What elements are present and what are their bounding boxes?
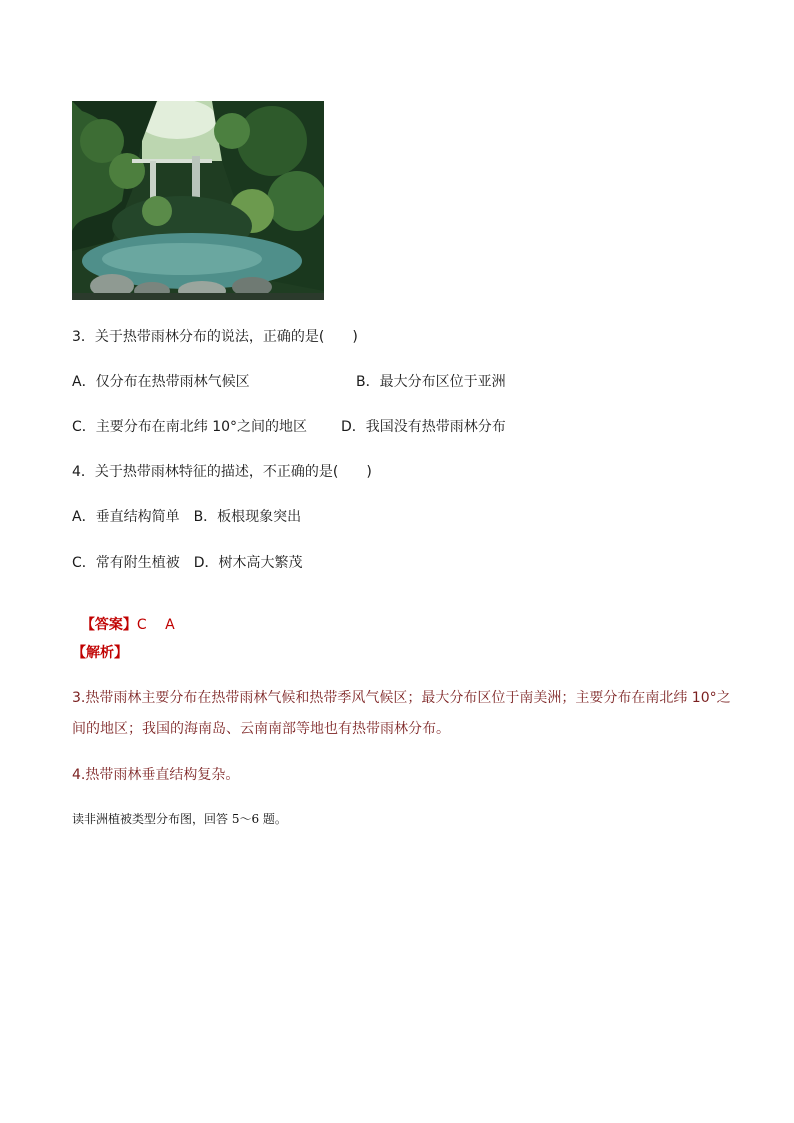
question-4-options-ab: A．垂直结构简单 B．板根现象突出 [72,509,302,525]
question-3-option-c: C．主要分布在南北纬 10°之间的地区 [72,419,308,435]
analysis-label: 【解析】 [72,645,128,661]
question-3-option-d: D．我国没有热带雨林分布 [341,419,506,435]
rainforest-image [72,101,324,300]
analysis-q3-line1: 3.热带雨林主要分布在热带雨林气候和热带季风气候区；最大分布区位于南美洲；主要分布在南北纬 10°之 [72,690,731,706]
answer-text: C A [136,617,175,633]
question-4-options-cd: C．常有附生植被 D．树木高大繁茂 [72,555,303,571]
question-3-option-b: B．最大分布区位于亚洲 [356,374,506,390]
answer-row [72,598,175,634]
question-3-option-a: A．仅分布在热带雨林气候区 [72,374,250,390]
rainforest-photo [72,101,324,300]
question-4-stem: 4．关于热带雨林特征的描述，不正确的是( ) [72,464,372,480]
question-3-stem: 3．关于热带雨林分布的说法，正确的是( ) [72,329,358,345]
next-question-prompt: 读非洲植被类型分布图，回答 5～6 题。 [72,812,287,826]
analysis-q4: 4.热带雨林垂直结构复杂。 [72,767,240,783]
answer-label: 【答案】 [80,617,137,633]
analysis-q3-line2: 间的地区；我国的海南岛、云南南部等地也有热带雨林分布。 [72,721,450,737]
